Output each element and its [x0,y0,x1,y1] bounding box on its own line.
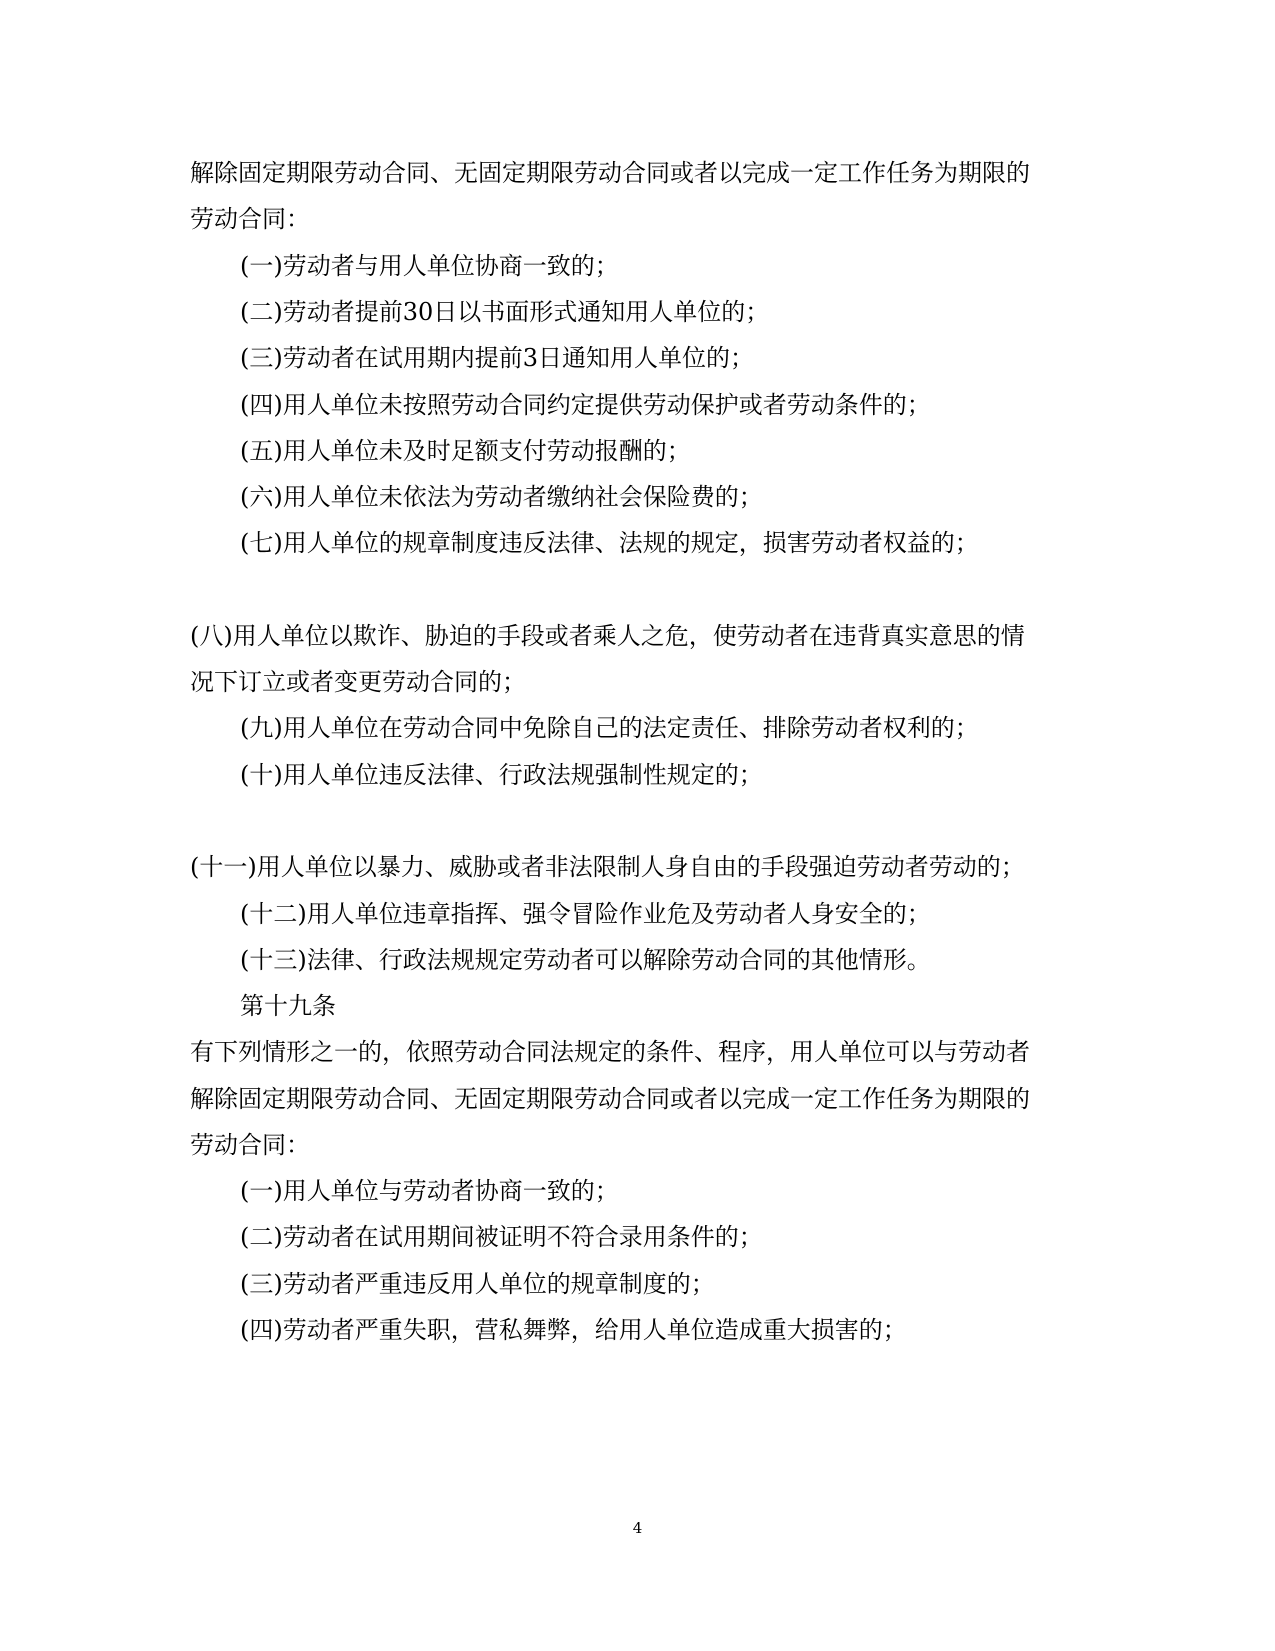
list-item: (十一)用人单位以暴力、威胁或者非法限制人身自由的手段强迫劳动者劳动的； [190,853,1025,881]
text-line: 劳动合同： [190,1131,310,1159]
list-item: (一)用人单位与劳动者协商一致的； [240,1177,619,1205]
text-line: 解除固定期限劳动合同、无固定期限劳动合同或者以完成一定工作任务为期限的 [190,1085,1030,1113]
text-line: 有下列情形之一的，依照劳动合同法规定的条件、程序，用人单位可以与劳动者 [190,1038,1030,1066]
list-item: (三)劳动者在试用期内提前3日通知用人单位的； [240,344,754,372]
list-item: (一)劳动者与用人单位协商一致的； [240,252,619,280]
list-item: (四)劳动者严重失职，营私舞弊，给用人单位造成重大损害的； [240,1316,907,1344]
article-heading: 第十九条 [240,992,336,1020]
list-item: (二)劳动者提前30日以书面形式通知用人单位的； [240,298,770,326]
list-item: (十三)法律、行政法规规定劳动者可以解除劳动合同的其他情形。 [240,946,931,974]
list-item: (二)劳动者在试用期间被证明不符合录用条件的； [240,1223,763,1251]
list-item: (七)用人单位的规章制度违反法律、法规的规定，损害劳动者权益的； [240,529,979,557]
text-line: 况下订立或者变更劳动合同的； [190,668,526,696]
text-line: 劳动合同： [190,205,310,233]
text-line: 解除固定期限劳动合同、无固定期限劳动合同或者以完成一定工作任务为期限的 [190,159,1030,187]
list-item: (五)用人单位未及时足额支付劳动报酬的； [240,437,691,465]
list-item: (八)用人单位以欺诈、胁迫的手段或者乘人之危，使劳动者在违背真实意思的情 [190,622,1025,650]
list-item: (九)用人单位在劳动合同中免除自己的法定责任、排除劳动者权利的； [240,714,979,742]
list-item: (六)用人单位未依法为劳动者缴纳社会保险费的； [240,483,763,511]
list-item: (十二)用人单位违章指挥、强令冒险作业危及劳动者人身安全的； [240,900,931,928]
list-item: (十)用人单位违反法律、行政法规强制性规定的； [240,761,763,789]
page-number: 4 [632,1519,643,1537]
list-item: (三)劳动者严重违反用人单位的规章制度的； [240,1270,715,1298]
list-item: (四)用人单位未按照劳动合同约定提供劳动保护或者劳动条件的； [240,391,931,419]
